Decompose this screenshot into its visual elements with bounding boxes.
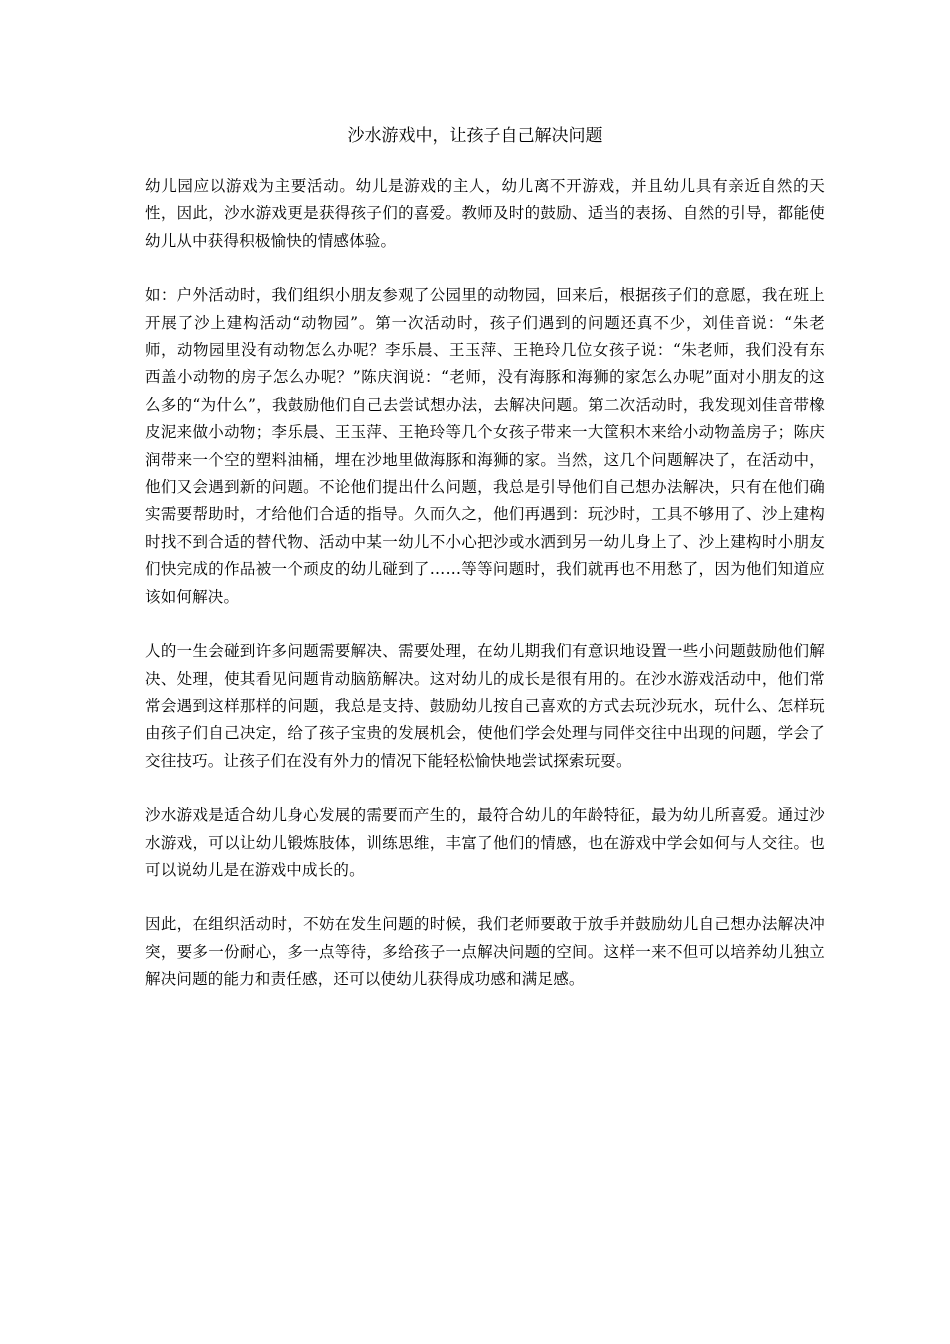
- paragraph-example: 如：户外活动时，我们组织小朋友参观了公园里的动物园，回来后，根据孩子们的意愿，我在班上开展了沙上建构活动“动物园”。第一次活动时，孩子们遇到的问题还真不少，刘佳音说：“朱老师，动物园里没有动物怎么办呢？李乐晨、王玉萍、王艳玲几位女孩子说：“朱老师，我们没有东西盖小动物的房子怎么办呢？”陈庆润说：“老师，没有海豚和海狮的家怎么办呢”面对小朋友的这么多的“为什么”，我鼓励他们自己去尝试想办法，去解决问题。第二次活动时，我发现刘佳音带橡皮泥来做小动物；李乐晨、王玉萍、王艳玲等几个女孩子带来一大筐积木来给小动物盖房子；陈庆润带来一个空的塑料油桶，埋在沙地里做海豚和海狮的家。当然，这几个问题解决了，在活动中，他们又会遇到新的问题。不论他们提出什么问题，我总是引导他们自己想办法解决，只有在他们确实需要帮助时，才给他们合适的指导。久而久之，他们再遇到：玩沙时，工具不够用了、沙上建构时找不到合适的替代物、活动中某一幼儿不小心把沙或水洒到另一幼儿身上了、沙上建构时小朋友们快完成的作品被一个顽皮的幼儿碰到了……等等问题时，我们就再也不用愁了，因为他们知道应该如何解决。: [145, 286, 825, 606]
- paragraph-sand-water-game: 沙水游戏是适合幼儿身心发展的需要而产生的，最符合幼儿的年龄特征，最为幼儿所喜爱。通过沙水游戏，可以让幼儿锻炼肢体，训练思维，丰富了他们的情感，也在游戏中学会如何与人交往。也可以说幼儿是在游戏中成长的。: [145, 806, 825, 879]
- paragraph-problem-solving: 人的一生会碰到许多问题需要解决、需要处理，在幼儿期我们有意识地设置一些小问题鼓励他们解决、处理，使其看见问题肯动脑筋解决。这对幼儿的成长是很有用的。在沙水游戏活动中，他们常常会遇到这样那样的问题，我总是支持、鼓励幼儿按自己喜欢的方式去玩沙玩水，玩什么、怎样玩由孩子们自己决定，给了孩子宝贵的发展机会，使他们学会处理与同伴交往中出现的问题，学会了交往技巧。让孩子们在没有外力的情况下能轻松愉快地尝试探索玩耍。: [145, 642, 825, 770]
- document-body: [145, 173, 825, 1021]
- document-title: 沙水游戏中，让孩子自己解决问题: [347, 126, 603, 146]
- paragraph-intro: 幼儿园应以游戏为主要活动。幼儿是游戏的主人，幼儿离不开游戏，并且幼儿具有亲近自然的天性，因此，沙水游戏更是获得孩子们的喜爱。教师及时的鼓励、适当的表扬、自然的引导，都能使幼儿从中获得积极愉快的情感体验。: [145, 177, 825, 250]
- paragraph-conclusion: 因此，在组织活动时，不妨在发生问题的时候，我们老师要敢于放手并鼓励幼儿自己想办法解决冲突，要多一份耐心，多一点等待，多给孩子一点解决问题的空间。这样一来不但可以培养幼儿独立解决问题的能力和责任感，还可以使幼儿获得成功感和满足感。: [145, 915, 825, 989]
